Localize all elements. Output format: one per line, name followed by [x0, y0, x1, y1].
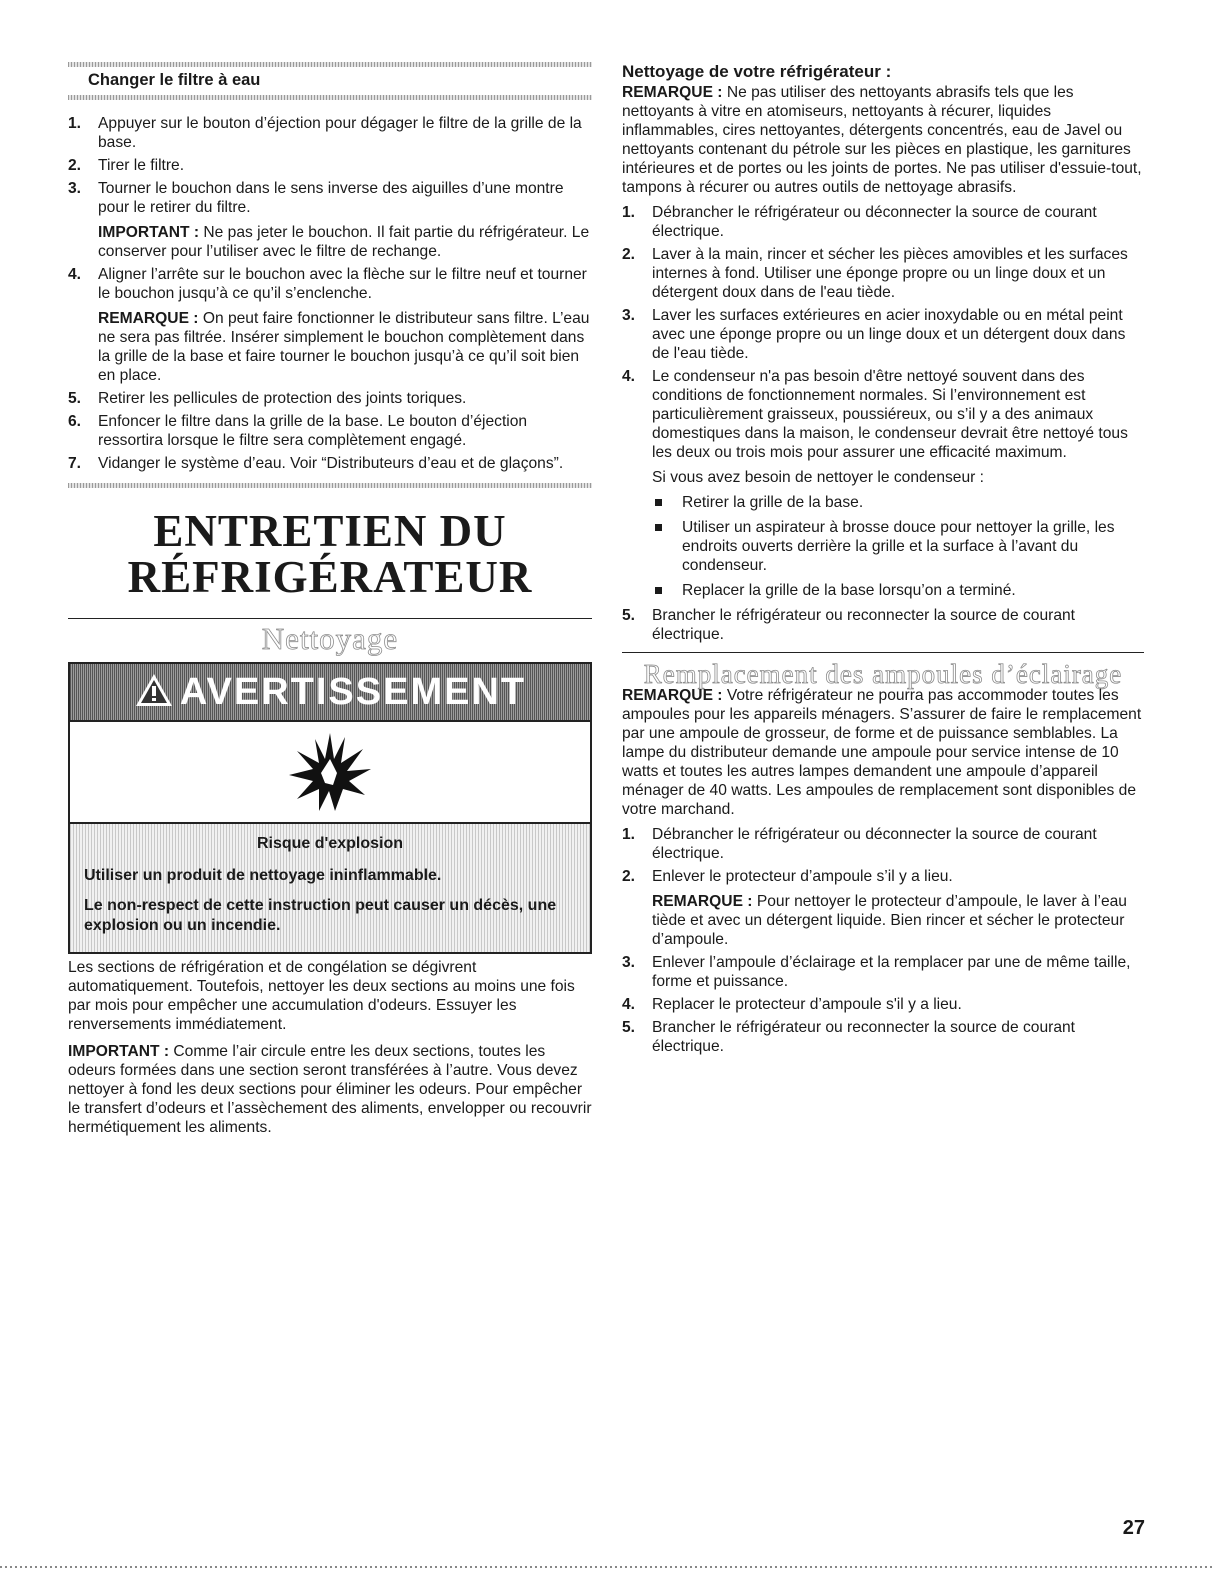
list-item: 5. Brancher le réfrigérateur ou reconnecter la source de courant électrique.	[622, 607, 1075, 643]
list-item: 2. Laver à la main, rincer et sécher les pièces amovibles et les surfaces internes à fond. Utiliser une éponge propre ou un linge doux et un détergent doux dans de l'eau tiède.	[622, 246, 1128, 301]
list-item: 2. Tirer le filtre.	[68, 157, 185, 174]
list-item: 1. Débrancher le réfrigérateur ou déconnecter la source de courant électrique.	[622, 204, 1097, 240]
list-item: 7. Vidanger le système d’eau. Voir “Distributeurs d’eau et de glaçons”.	[68, 455, 564, 472]
list-item: 2. Enlever le protecteur d’ampoule s’il y a lieu. REMARQUE : Pour nettoyer le protecteur d’ampoule, le laver à l’eau tiède et avec un détergent liquide. Bien rincer et sécher le protecteur d’ampoule.	[622, 867, 1144, 949]
step-note: REMARQUE : Pour nettoyer le protecteur d’ampoule, le laver à l’eau tiède et avec un détergent liquide. Bien rincer et sécher le protecteur d’ampoule.	[652, 893, 1127, 948]
important-paragraph: IMPORTANT : Comme l’air circule entre les deux sections, toutes les odeurs formées dans une section seront transférées à l’autre. Vous devez nettoyer à fond les deux sections pour éliminer les odeurs. Pour empêcher le transfert d’odeurs et l’assèchement des aliments, envelopper ou recouvrir hermétiquement les aliments.	[68, 1043, 592, 1136]
cleaning-note: REMARQUE : Ne pas utiliser des nettoyants abrasifs tels que les nettoyants à vitre en atomiseurs, nettoyants à récurer, liquides inflammables, cires nettoyantes, détergents concentrés, eau de Javel ou nettoyants contenant du pétrole sur les pièces en plastique, les garnitures intérieures et de portes ou les joints de portes. Ne pas utiliser d'essuie-tout, tampons à récurer ou autres outils de nettoyage abrasifs.	[622, 84, 1142, 196]
bulbs-note: REMARQUE : Votre réfrigérateur ne pourra pas accommoder toutes les ampoules pour les appareils ménagers. S’assurer de faire le remplacement par une ampoule de grosseur, de forme et de puissance semblables. La lampe du distributeur demande une ampoule pour service intense de 10 watts et toutes les autres lampes demandent une ampoule d’appareil ménager de 40 watts. Les ampoules de remplacement sont disponibles de votre marchand.	[622, 687, 1142, 818]
list-item: 4. Aligner l’arrête sur le bouchon avec la flèche sur le filtre neuf et tourner le bouchon jusqu’à ce qu’il s’enclenche. REMARQUE : On peut faire fonctionner le distributeur sans filtre. L’eau ne sera pas filtrée. Insérer simplement le bouchon complètement dans la grille de la base et faire tourner le bouchon jusqu’à ce qu’il soit bien en place.	[68, 265, 592, 385]
section-title-cleaning: Nettoyage	[261, 621, 399, 656]
condenser-bullets	[652, 493, 1144, 600]
step-note: Si vous avez besoin de nettoyer le condenseur :	[652, 469, 985, 486]
step-note: REMARQUE : On peut faire fonctionner le distributeur sans filtre. L’eau ne sera pas filtrée. Insérer simplement le bouchon complètement dans la grille de la base et faire tourner le bouchon jusqu’à ce qu’il soit bien en place.	[98, 310, 590, 384]
list-item: 3. Enlever l’ampoule d’éclairage et la remplacer par une de même taille, forme et puissance.	[622, 954, 1131, 990]
list-item: 4. Le condenseur n'a pas besoin d'être nettoyé souvent dans des conditions de fonctionnement normales. Si l’environnement est particulièrement graisseux, poussiéreux, ou s’il y a des animaux domestiques dans la maison, le condenseur devrait être nettoyé tous les deux ou trois mois pour assurer une efficacité maximum. Si vous avez besoin de nettoyer le condenseur : Retirer la grille de la base. Utiliser un aspirateur à brosse douce pour nettoyer la grille, les endroits ouverts derrière la grille et la surface à l’avant du condenseur. Replacer la grille de la base lorsqu’on a terminé.	[622, 367, 1144, 600]
hazard-label: Risque d'explosion	[256, 835, 404, 852]
cleaning-paragraph: Les sections de réfrigération et de congélation se dégivrent automatiquement. Toutefois, nettoyer les deux sections au moins une fois par mois pour empêcher une accumulation d'odeurs. Essuyer les renversements immédiatement.	[68, 959, 575, 1033]
page-bottom-border	[0, 1566, 1213, 1568]
list-item: 4. Replacer le protecteur d’ampoule s'il y a lieu.	[622, 996, 962, 1013]
bullet-icon	[655, 524, 662, 531]
cleaning-heading: Nettoyage de votre réfrigérateur :	[622, 62, 892, 81]
page-number: 27	[1122, 1517, 1145, 1539]
list-item: 1. Débrancher le réfrigérateur ou déconnecter la source de courant électrique.	[622, 826, 1097, 862]
divider	[68, 483, 592, 488]
filter-heading: Changer le filtre à eau	[88, 71, 261, 89]
bulbs-steps	[622, 825, 1144, 1056]
bullet-icon	[655, 587, 662, 594]
list-item: 5. Brancher le réfrigérateur ou reconnecter la source de courant électrique.	[622, 1019, 1075, 1055]
left-column	[68, 62, 592, 1137]
warning-heading: AVERTISSEMENT	[179, 670, 527, 713]
bullet-icon	[655, 499, 662, 506]
list-item: 3. Tourner le bouchon dans le sens inverse des aiguilles d’une montre pour le retirer du filtre. IMPORTANT : Ne pas jeter le bouchon. Il fait partie du réfrigérateur. Le conserver pour l’utiliser avec le filtre de rechange.	[68, 179, 592, 261]
list-item: 5. Retirer les pellicules de protection des joints toriques.	[68, 390, 467, 407]
divider	[68, 95, 592, 100]
right-column	[622, 62, 1144, 1060]
warning-box	[68, 662, 592, 954]
title-rule	[68, 618, 592, 619]
list-item: 1. Appuyer sur le bouton d’éjection pour dégager le filtre de la grille de la base.	[68, 115, 582, 151]
section-title-bulbs: Remplacement des ampoules d’éclairage	[643, 659, 1123, 689]
page-title: ENTRETIEN DU RÉFRIGÉRATEUR	[127, 506, 533, 602]
warning-body	[70, 822, 590, 952]
section-rule	[622, 652, 1144, 653]
warning-line: Le non-respect de cette instruction peut causer un décès, une explosion ou un incendie.	[84, 897, 557, 934]
list-item: Utiliser un aspirateur à brosse douce pour nettoyer la grille, les endroits ouverts derrière la grille et la surface à l’avant du condenseur.	[652, 518, 1144, 575]
cleaning-steps	[622, 203, 1144, 644]
list-item: Replacer la grille de la base lorsqu’on a terminé.	[652, 581, 1144, 600]
list-item: 3. Laver les surfaces extérieures en acier inoxydable ou en métal peint avec une éponge propre ou un linge doux et un détergent doux dans de l'eau tiède.	[622, 307, 1126, 362]
warning-header	[70, 664, 590, 722]
warning-triangle-icon	[134, 672, 174, 713]
list-item: 6. Enfoncer le filtre dans la grille de la base. Le bouton d’éjection ressortira lorsque le filtre sera complètement engagé.	[68, 413, 528, 449]
explosion-hazard-icon	[70, 722, 590, 822]
step-note: IMPORTANT : Ne pas jeter le bouchon. Il fait partie du réfrigérateur. Le conserver pour l’utiliser avec le filtre de rechange.	[98, 224, 590, 260]
warning-line: Utiliser un produit de nettoyage ininflammable.	[84, 867, 442, 884]
filter-steps	[68, 114, 592, 473]
list-item: Retirer la grille de la base.	[652, 493, 1144, 512]
